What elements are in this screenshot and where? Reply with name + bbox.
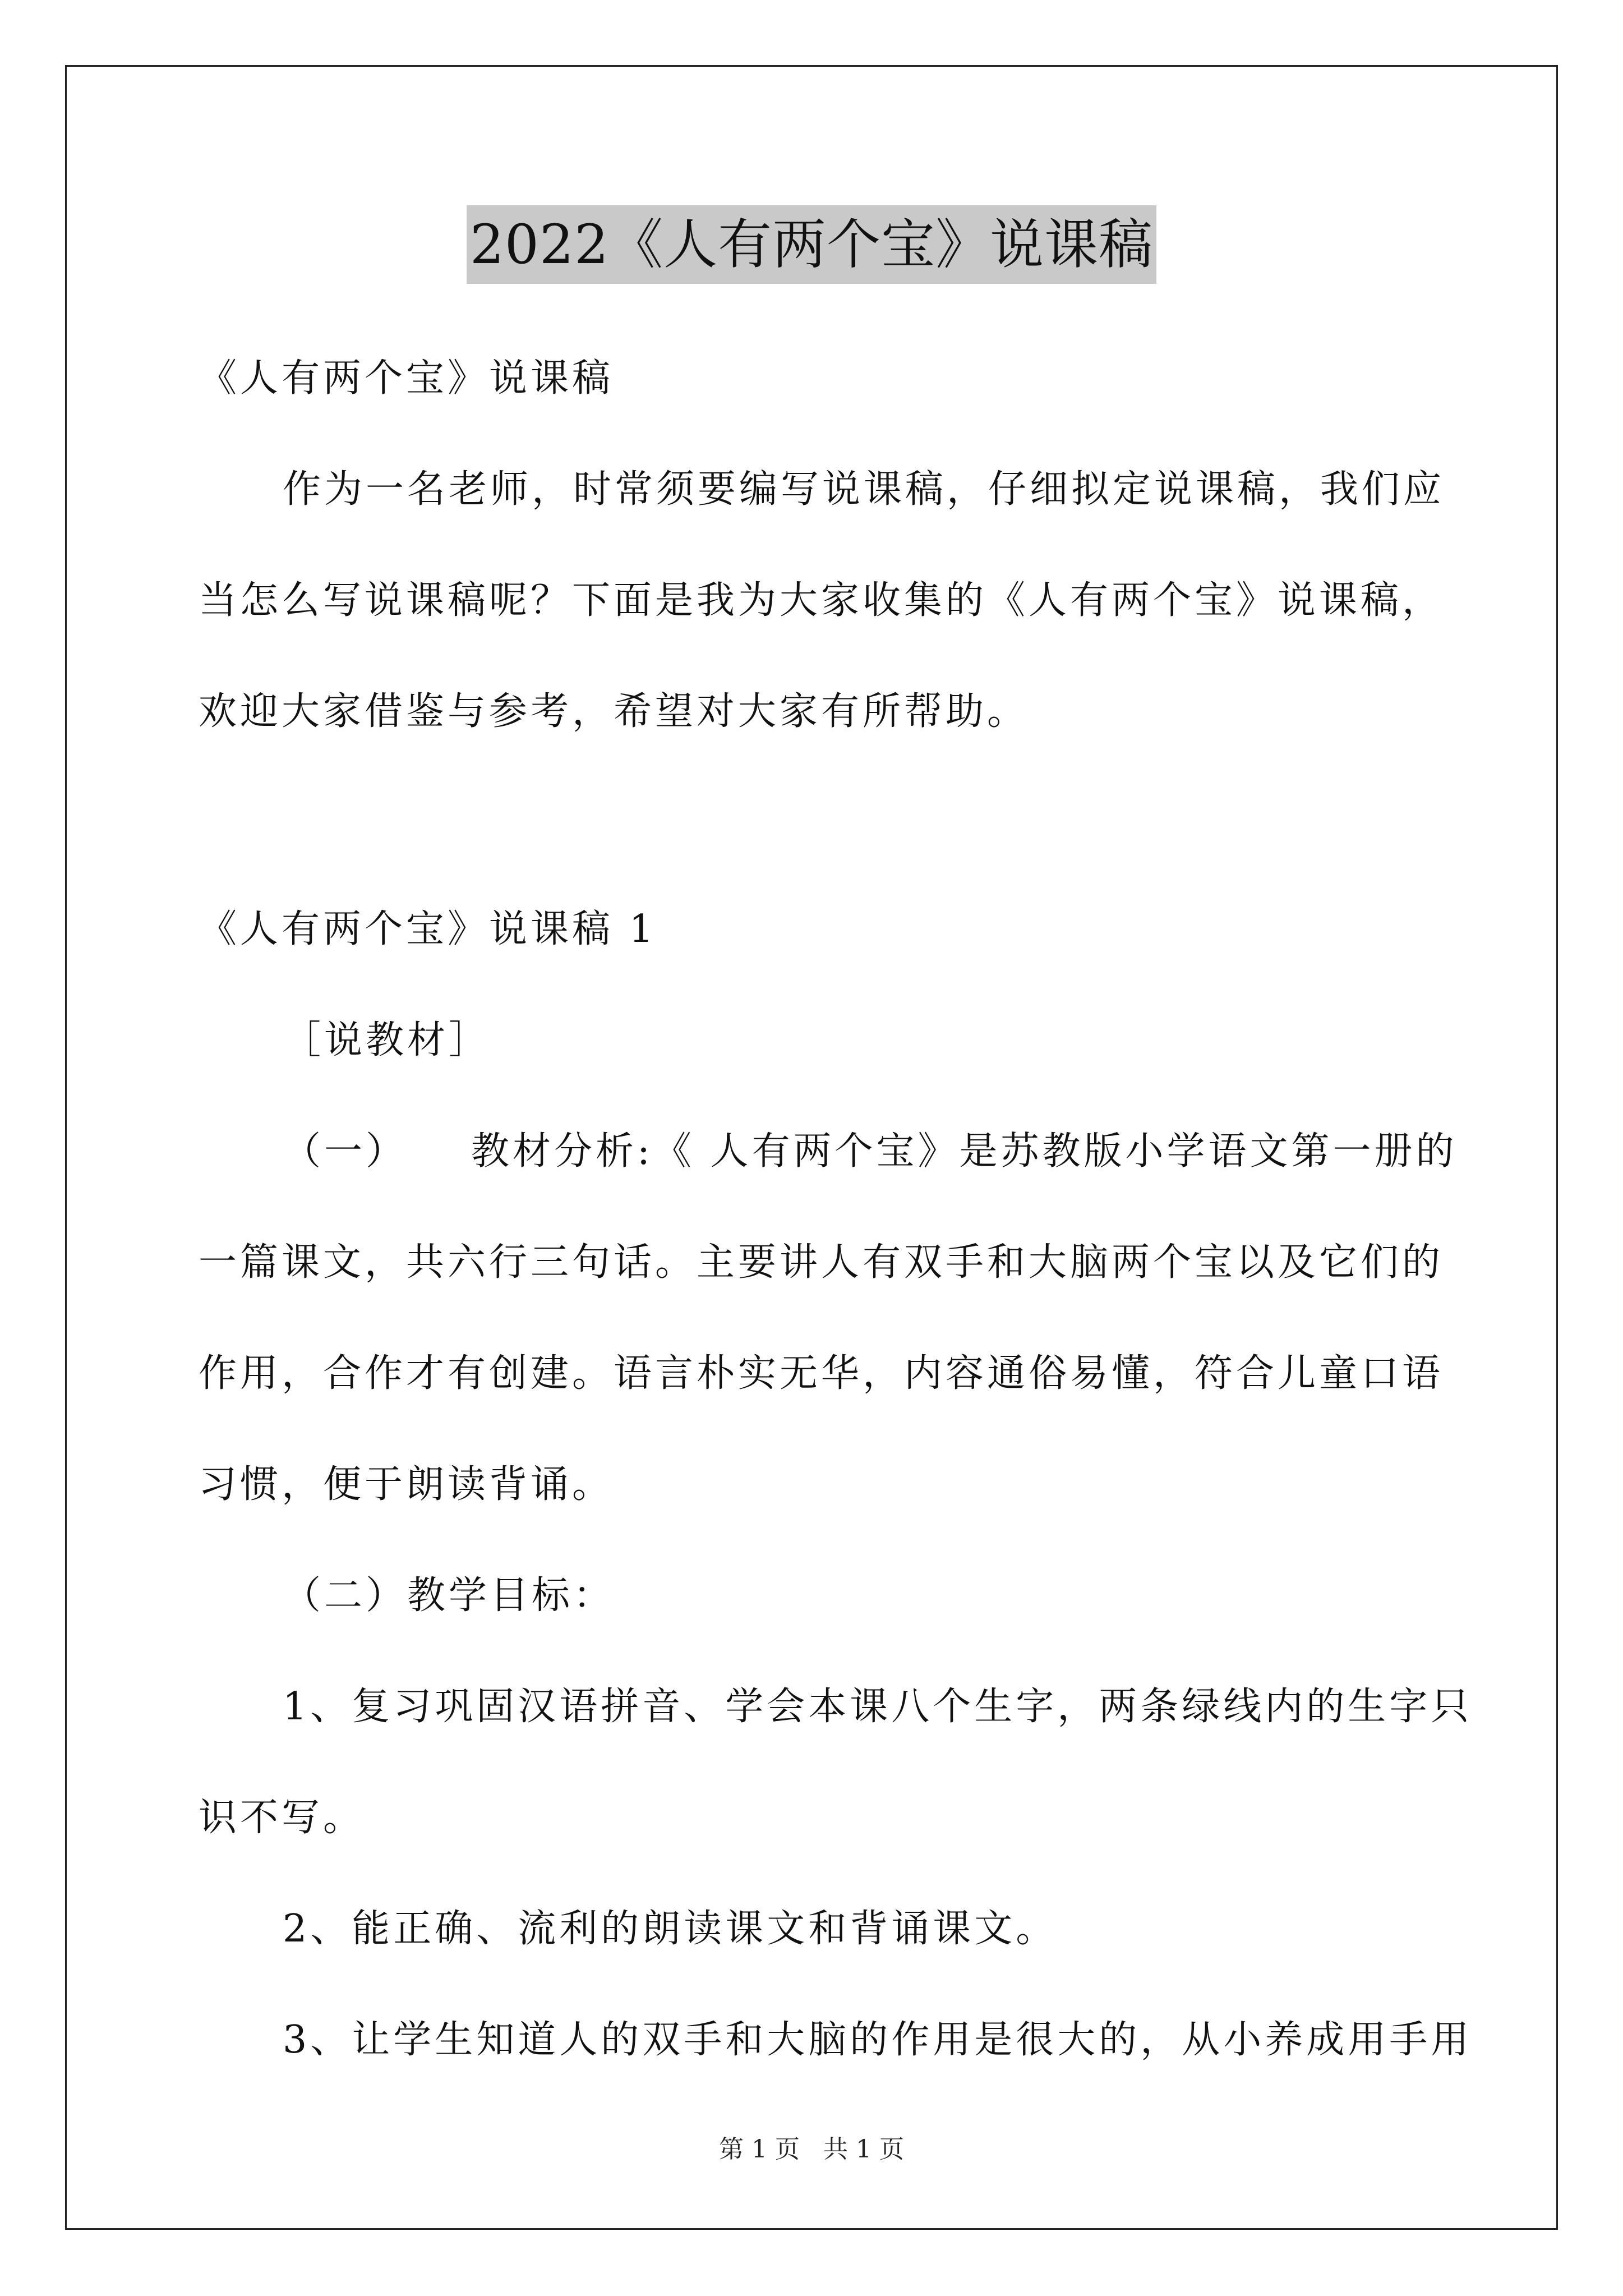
goals-heading: （二）教学目标： — [283, 1573, 615, 1618]
analysis-line: 习惯，便于朗读背诵。 — [199, 1462, 614, 1507]
goal-item: 3、让学生知道人的双手和大脑的作用是很大的，从小养成用手用 — [283, 2018, 1473, 2062]
analysis-line: 作用，合作才有创建。语言朴实无华，内容通俗易懂，符合儿童口语 — [199, 1351, 1444, 1396]
analysis-line: 一篇课文，共六行三句话。主要讲人有双手和大脑两个宝以及它们的 — [199, 1240, 1444, 1285]
goal-item: 识不写。 — [199, 1796, 365, 1840]
intro-line: 作为一名老师，时常须要编写说课稿，仔细拟定说课稿，我们应 — [283, 467, 1445, 512]
goal-item: 2、能正确、流利的朗读课文和背诵课文。 — [283, 1907, 1058, 1951]
page-footer — [0, 2129, 1623, 2165]
document-body — [199, 348, 1473, 2120]
analysis-line: （一） 教材分析:《 人有两个宝》是苏教版小学语文第一册的 — [283, 1129, 1458, 1174]
intro-line: 欢迎大家借鉴与参考，希望对大家有所帮助。 — [199, 689, 1029, 734]
page-total: 共 1 页 — [823, 2135, 904, 2164]
title-block — [0, 205, 1623, 284]
document-title: 2022《人有两个宝》说课稿 — [467, 205, 1156, 284]
goal-item: 1、复习巩固汉语拼音、学会本课八个生字，两条绿线内的生字只 — [283, 1685, 1473, 1729]
sub-heading: ［说教材］ — [283, 1018, 491, 1062]
intro-line: 当怎么写说课稿呢？下面是我为大家收集的《人有两个宝》说课稿， — [199, 578, 1444, 623]
page-number: 第 1 页 — [719, 2135, 800, 2164]
document-heading: 《人有两个宝》说课稿 — [199, 356, 614, 401]
paragraph-gap — [199, 792, 1432, 899]
section-heading: 《人有两个宝》说课稿 1 — [199, 907, 657, 951]
